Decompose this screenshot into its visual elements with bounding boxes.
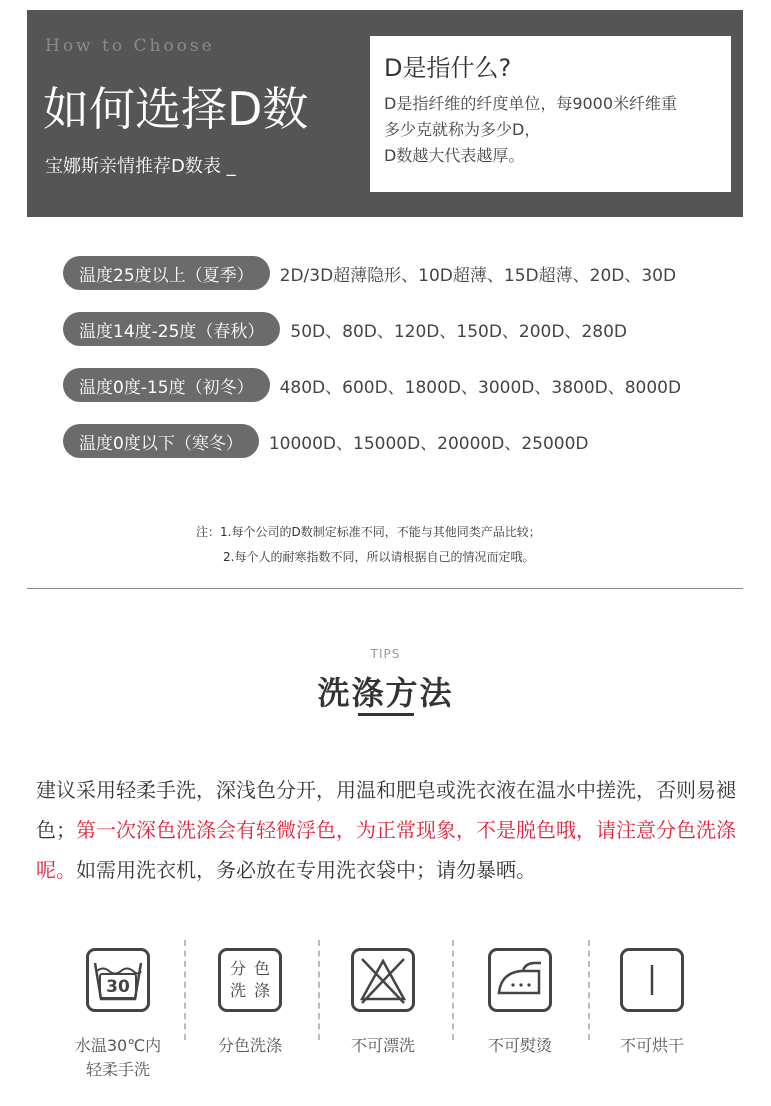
vertical-line-shape	[623, 951, 681, 1009]
care-item	[592, 940, 712, 1058]
denier-values: 50D、80D、120D、150D、200D、280D	[290, 321, 628, 342]
section-divider	[27, 588, 743, 589]
dashed-separator	[318, 940, 320, 1040]
wash-title: 洗涤方法	[317, 674, 454, 712]
denier-values: 10000D、15000D、20000D、25000D	[268, 433, 589, 454]
no-tumble-dry-icon	[620, 948, 684, 1012]
title-underline	[358, 713, 414, 716]
header-banner	[27, 10, 743, 217]
care-item	[460, 940, 580, 1058]
triangle-cross-shape	[354, 951, 412, 1009]
icon-char: 洗	[229, 981, 246, 1000]
temperature-pill: 温度0度以下（寒冬）	[63, 424, 259, 458]
info-line: D是指纤维的纤度单位，每9000米纤维重	[384, 94, 678, 113]
note-line: 2.每个人的耐寒指数不同，所以请根据自己的情况而定哦。	[223, 550, 535, 564]
wash-temperature: 30	[99, 973, 137, 999]
care-icons	[0, 940, 771, 1090]
instruction-text: 如需用洗衣机，务必放在专用洗衣袋中；请勿暴晒。	[76, 858, 536, 882]
care-label: 不可烘干	[619, 1036, 684, 1055]
header-eyebrow: How to Choose	[45, 36, 215, 56]
care-label	[58, 1034, 178, 1082]
dashed-separator	[588, 940, 590, 1040]
denier-row	[63, 312, 627, 346]
no-bleach-icon	[351, 948, 415, 1012]
care-label: 不可漂洗	[350, 1036, 415, 1055]
tips-eyebrow: TIPS	[370, 647, 401, 661]
care-label-line: 轻柔手洗	[85, 1060, 150, 1079]
care-label: 不可熨烫	[487, 1036, 552, 1055]
icon-char: 分	[229, 959, 246, 978]
care-item	[58, 940, 178, 1082]
denier-values: 2D/3D超薄隐形、10D超薄、15D超薄、20D、30D	[279, 265, 677, 286]
iron-shape	[491, 951, 549, 1009]
care-item	[190, 940, 310, 1058]
denier-row	[63, 424, 589, 458]
dashed-separator	[452, 940, 454, 1040]
wash-instructions	[36, 770, 740, 890]
instruction-text: 建议采用轻柔手洗，深浅色分开，用温和肥皂或洗衣液在温水中搓洗，否则易褪色；	[36, 778, 736, 842]
info-line: D数越大代表越厚。	[384, 146, 525, 165]
dashed-separator	[184, 940, 186, 1040]
info-question: D是指什么?	[384, 54, 512, 82]
denier-values: 480D、600D、1800D、3000D、3800D、8000D	[279, 377, 682, 398]
info-box	[370, 36, 731, 192]
separate-wash-icon	[218, 948, 282, 1012]
care-label: 分色洗涤	[217, 1036, 282, 1055]
icon-char: 涤	[253, 981, 270, 1000]
temperature-pill: 温度14度-25度（春秋）	[63, 312, 280, 346]
care-item	[323, 940, 443, 1058]
notes	[196, 520, 541, 570]
hand-wash-30-icon	[86, 948, 150, 1012]
temperature-pill: 温度0度-15度（初冬）	[63, 368, 270, 402]
icon-char: 色	[253, 959, 270, 978]
instruction-highlight: 第一次深色洗涤会有轻微浮色，为正常现象，不是脱色哦，请注意分色洗涤呢。	[36, 818, 736, 882]
temperature-pill: 温度25度以上（夏季）	[63, 256, 270, 290]
page-subtitle: 宝娜斯亲情推荐D数表 _	[45, 156, 236, 177]
note-line: 注：1.每个公司的D数制定标准不同，不能与其他同类产品比较；	[196, 525, 541, 539]
care-label-line: 水温30℃内	[74, 1036, 162, 1055]
no-iron-icon	[488, 948, 552, 1012]
page-title: 如何选择D数	[43, 82, 309, 136]
denier-row	[63, 368, 681, 402]
info-line: 多少克就称为多少D，	[384, 120, 541, 139]
denier-row	[63, 256, 676, 290]
separate-wash-text	[221, 951, 279, 1009]
